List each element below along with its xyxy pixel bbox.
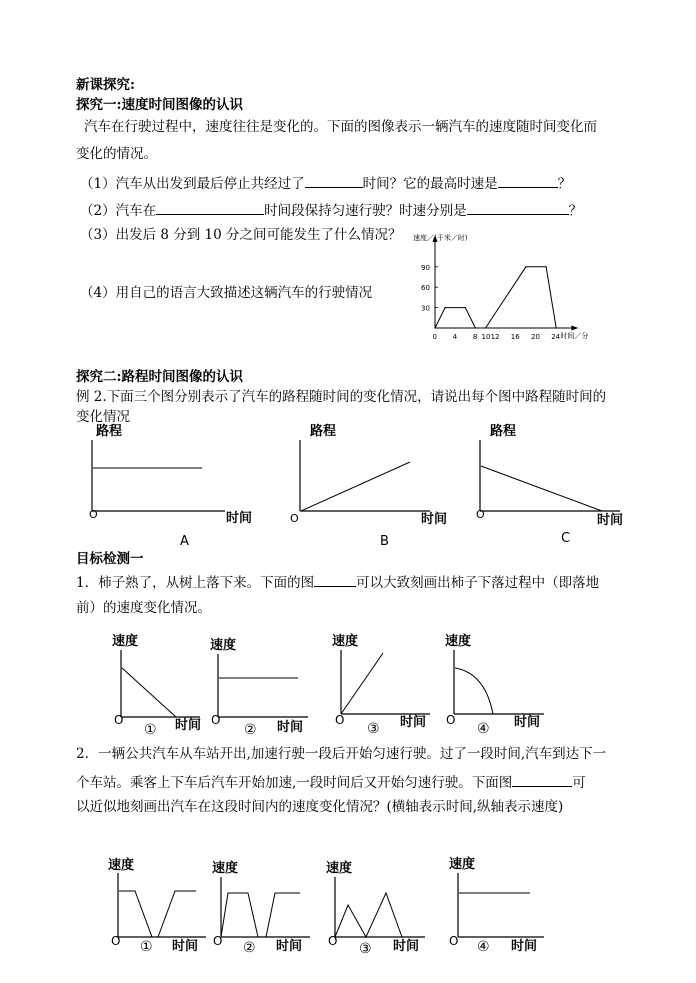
intro-line1: 汽车在行驶过程中，速度往往是变化的。下面的图像表示一辆汽车的速度随时间变化而 bbox=[84, 119, 597, 135]
speed-ylabel: 速度 bbox=[445, 634, 472, 649]
time-xlabel: 时间 bbox=[400, 715, 427, 730]
example-line1: 例 2.下面三个图分别表示了汽车的路程随时间的变化情况，请说出每个图中路程随时间的 bbox=[76, 389, 607, 405]
graph-ylabel: 路程 bbox=[310, 424, 337, 439]
origin: O bbox=[328, 934, 338, 948]
x-tick-label: 10 bbox=[481, 333, 491, 341]
graph-num-3: ③ bbox=[367, 721, 380, 737]
distance-graph-a bbox=[80, 420, 253, 550]
graph-num-1: ① bbox=[140, 939, 153, 955]
graph-xlabel: 时间 bbox=[226, 511, 253, 526]
graph-num-2: ② bbox=[243, 940, 256, 956]
graph-xlabel: 时间 bbox=[597, 513, 624, 528]
x-tick-label: 20 bbox=[531, 333, 540, 341]
graph-label-a: A bbox=[180, 534, 189, 549]
graph-num-4: ④ bbox=[477, 939, 490, 955]
y-tick-label: 60 bbox=[421, 284, 430, 293]
graph-xlabel: 时间 bbox=[421, 512, 448, 527]
distance-graph-c bbox=[470, 420, 640, 550]
speed-ylabel: 速度 bbox=[112, 634, 139, 649]
time-xlabel: 时间 bbox=[393, 939, 420, 954]
section3-title: 目标检测一 bbox=[76, 551, 144, 567]
q1-part-c: ？ bbox=[557, 176, 572, 192]
time-xlabel: 时间 bbox=[514, 715, 541, 730]
graph-label-c: C bbox=[561, 531, 571, 546]
origin: O bbox=[449, 934, 459, 948]
speed-data-point bbox=[485, 327, 486, 328]
problem1-line1 bbox=[76, 572, 599, 592]
x-tick-label: 16 bbox=[510, 333, 520, 341]
time-xlabel: 时间 bbox=[172, 939, 199, 954]
fall-graph-2 bbox=[210, 637, 308, 738]
bus-graph-4 bbox=[449, 856, 544, 955]
bus-graphs bbox=[100, 853, 560, 958]
intro-line2: 变化的情况。 bbox=[76, 146, 157, 162]
x-axis-label: 时间／分 bbox=[560, 332, 589, 340]
speed-ylabel: 速度 bbox=[210, 638, 237, 653]
origin: O bbox=[213, 934, 223, 948]
graph-origin: O bbox=[89, 508, 98, 521]
speed-ylabel: 速度 bbox=[108, 858, 135, 873]
p2-part-c: 可 bbox=[572, 775, 586, 791]
origin: O bbox=[335, 713, 345, 727]
x-tick-label: 8 bbox=[472, 333, 478, 341]
p1-blank[interactable] bbox=[314, 572, 356, 587]
fall-graphs bbox=[100, 628, 560, 738]
question-2 bbox=[80, 200, 582, 220]
time-xlabel: 时间 bbox=[277, 720, 304, 735]
origin: O bbox=[446, 713, 456, 727]
speed-ylabel: 速度 bbox=[326, 861, 353, 876]
speed-ylabel: 速度 bbox=[212, 861, 239, 876]
graph-b-line bbox=[301, 462, 410, 511]
q1-blank-2[interactable] bbox=[498, 173, 558, 188]
y-tick-label: 30 bbox=[421, 304, 430, 313]
graph-num-4: ④ bbox=[477, 721, 490, 737]
problem2-line3: 以近似地刻画出汽车在这段时间内的速度变化情况？(横轴表示时间,纵轴表示速度) bbox=[76, 799, 564, 815]
x-tick-label: 0 bbox=[432, 333, 437, 341]
x-tick-label: 4 bbox=[452, 333, 458, 341]
speed-data-point bbox=[445, 307, 446, 308]
q2-part-c: ？ bbox=[568, 203, 583, 219]
p1-part-a: 1．柿子熟了，从树上落下来。下面的图 bbox=[76, 575, 315, 591]
section2-title: 探究二:路程时间图像的认识 bbox=[76, 369, 243, 385]
graph-label-b: B bbox=[380, 534, 389, 549]
example-line2: 变化情况 bbox=[76, 409, 130, 425]
graph-origin: O bbox=[476, 508, 485, 521]
fall-graph-4 bbox=[445, 633, 544, 737]
graph-num-1: ① bbox=[144, 722, 157, 738]
speed-time-chart bbox=[405, 230, 605, 348]
fall-graph-3 bbox=[332, 633, 430, 737]
x-tick-label: 12 bbox=[490, 333, 500, 341]
origin: O bbox=[211, 713, 221, 727]
q2-part-b: 时间段保持匀速行驶？时速分别是 bbox=[264, 203, 467, 219]
q2-blank-1[interactable] bbox=[156, 200, 264, 215]
graph-ylabel: 路程 bbox=[96, 424, 123, 439]
p2-blank[interactable] bbox=[512, 772, 572, 787]
speed-series-line bbox=[435, 267, 556, 328]
question-3: （3）出发后 8 分到 10 分之间可能发生了什么情况？ bbox=[80, 227, 402, 243]
question-1 bbox=[80, 173, 571, 193]
problem2-line1: 2．一辆公共汽车从车站开出,加速行驶一段后开始匀速行驶。过了一段时间,汽车到达下一 bbox=[76, 746, 607, 762]
distance-graph-b bbox=[280, 420, 450, 550]
y-axis-label: 速度／(千米／时) bbox=[413, 234, 468, 242]
problem2-line2 bbox=[76, 772, 586, 792]
question-4: （4）用自己的语言大致描述这辆汽车的行驶情况 bbox=[80, 285, 373, 301]
x-tick-label: 24 bbox=[551, 333, 561, 341]
fall-graph-1 bbox=[112, 633, 201, 738]
speed-data-point bbox=[465, 307, 466, 308]
speed-data-point bbox=[556, 327, 557, 328]
time-xlabel: 时间 bbox=[276, 939, 303, 954]
problem1-line2: 前）的速度变化情况。 bbox=[76, 600, 211, 616]
q2-part-a: （2）汽车在 bbox=[80, 203, 157, 219]
speed-data-point bbox=[546, 266, 547, 267]
speed-ylabel: 速度 bbox=[332, 634, 359, 649]
time-xlabel: 时间 bbox=[175, 718, 202, 733]
speed-data-point bbox=[475, 327, 476, 328]
bus-graph-2 bbox=[212, 860, 310, 956]
y-tick-label: 90 bbox=[421, 263, 430, 272]
q2-blank-2[interactable] bbox=[467, 200, 569, 215]
graph-num-2: ② bbox=[244, 722, 257, 738]
graph-c-line bbox=[481, 466, 602, 511]
section1-title: 探究一:速度时间图像的认识 bbox=[76, 97, 243, 113]
speed-data-point bbox=[434, 327, 435, 328]
origin: O bbox=[111, 934, 121, 948]
p2-part-b: 个车站。乘客上下车后汽车开始加速,一段时间后又开始匀速行驶。下面图 bbox=[76, 775, 513, 791]
bus-graph-3 bbox=[326, 860, 425, 957]
heading: 新课探究: bbox=[76, 77, 135, 93]
speed-ylabel: 速度 bbox=[449, 857, 476, 872]
origin: O bbox=[114, 713, 124, 727]
graph-num-3: ③ bbox=[359, 941, 372, 957]
q1-blank-1[interactable] bbox=[305, 173, 363, 188]
time-xlabel: 时间 bbox=[511, 939, 538, 954]
speed-data-point bbox=[525, 266, 526, 267]
q1-part-b: 时间？它的最高时速是 bbox=[362, 176, 498, 192]
graph-origin: O bbox=[290, 512, 299, 525]
x-axis-arrow bbox=[571, 326, 578, 331]
p1-part-b: 可以大致刻画出柿子下落过程中（即落地 bbox=[356, 575, 600, 591]
q1-part-a: （1）汽车从出发到最后停止共经过了 bbox=[80, 176, 305, 192]
bus-graph-1 bbox=[108, 857, 206, 955]
graph-ylabel: 路程 bbox=[490, 424, 517, 439]
